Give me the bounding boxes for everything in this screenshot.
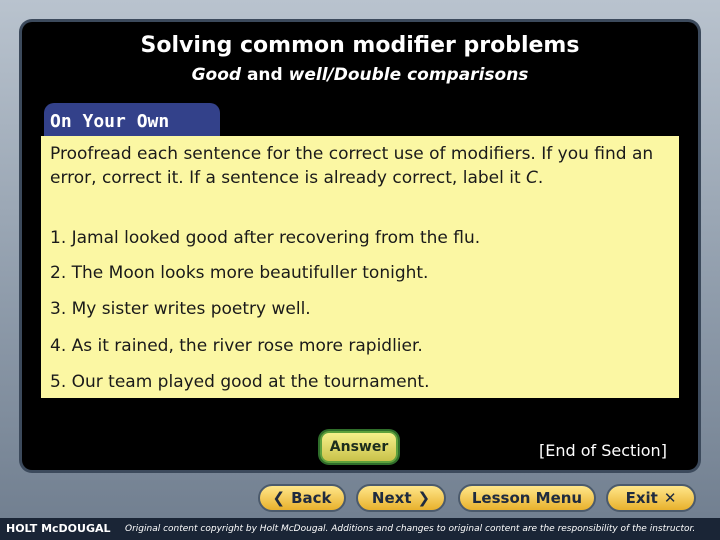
exercise-item-5: 5. Our team played good at the tournament. bbox=[50, 372, 430, 392]
on-your-own-tab bbox=[44, 103, 220, 139]
exit-button-label: Exit bbox=[625, 489, 658, 507]
close-icon: ✕ bbox=[663, 489, 677, 507]
exercise-item-4: 4. As it rained, the river rose more rapidlier. bbox=[50, 336, 423, 356]
answer-button-label: Answer bbox=[329, 439, 389, 455]
instructions-period: . bbox=[537, 168, 544, 188]
page-title: Solving common modifier problems bbox=[140, 33, 580, 58]
lesson-menu-button-label: Lesson Menu bbox=[471, 489, 583, 507]
exercise-item-1: 1. Jamal looked good after recovering from the flu. bbox=[50, 228, 481, 248]
instructions-text: Proofread each sentence for the correct use of modifiers. If you find an error, correct it. If a sentence is already correct, label it bbox=[50, 144, 654, 188]
exercise-item-2: 2. The Moon looks more beautifuller tonight. bbox=[50, 263, 429, 283]
back-button[interactable] bbox=[258, 484, 346, 512]
next-button[interactable] bbox=[356, 484, 446, 512]
publisher-logo: HOLT McDOUGAL bbox=[6, 522, 111, 535]
subtitle-good: Good bbox=[191, 65, 242, 85]
subtitle-rest: well/Double comparisons bbox=[288, 65, 529, 85]
chevron-right-icon: ❯ bbox=[417, 489, 431, 507]
next-button-label: Next bbox=[371, 489, 412, 507]
copyright-notice: Original content copyright by Holt McDougal. Additions and changes to original content are the responsibility of the instructor. bbox=[125, 524, 696, 534]
footer-bar bbox=[0, 518, 720, 540]
exit-button[interactable] bbox=[606, 484, 696, 512]
instructions-c-label: C bbox=[526, 168, 538, 188]
answer-button[interactable] bbox=[320, 431, 398, 463]
subtitle-and: and bbox=[241, 65, 289, 85]
lesson-menu-button[interactable] bbox=[458, 484, 596, 512]
end-of-section-link[interactable]: [End of Section] bbox=[539, 441, 667, 460]
instructions bbox=[50, 142, 675, 190]
tab-label: On Your Own bbox=[50, 111, 170, 132]
exercise-item-3: 3. My sister writes poetry well. bbox=[50, 299, 311, 319]
chevron-left-icon: ❮ bbox=[272, 489, 286, 507]
back-button-label: Back bbox=[291, 489, 332, 507]
page-subtitle bbox=[0, 65, 720, 85]
